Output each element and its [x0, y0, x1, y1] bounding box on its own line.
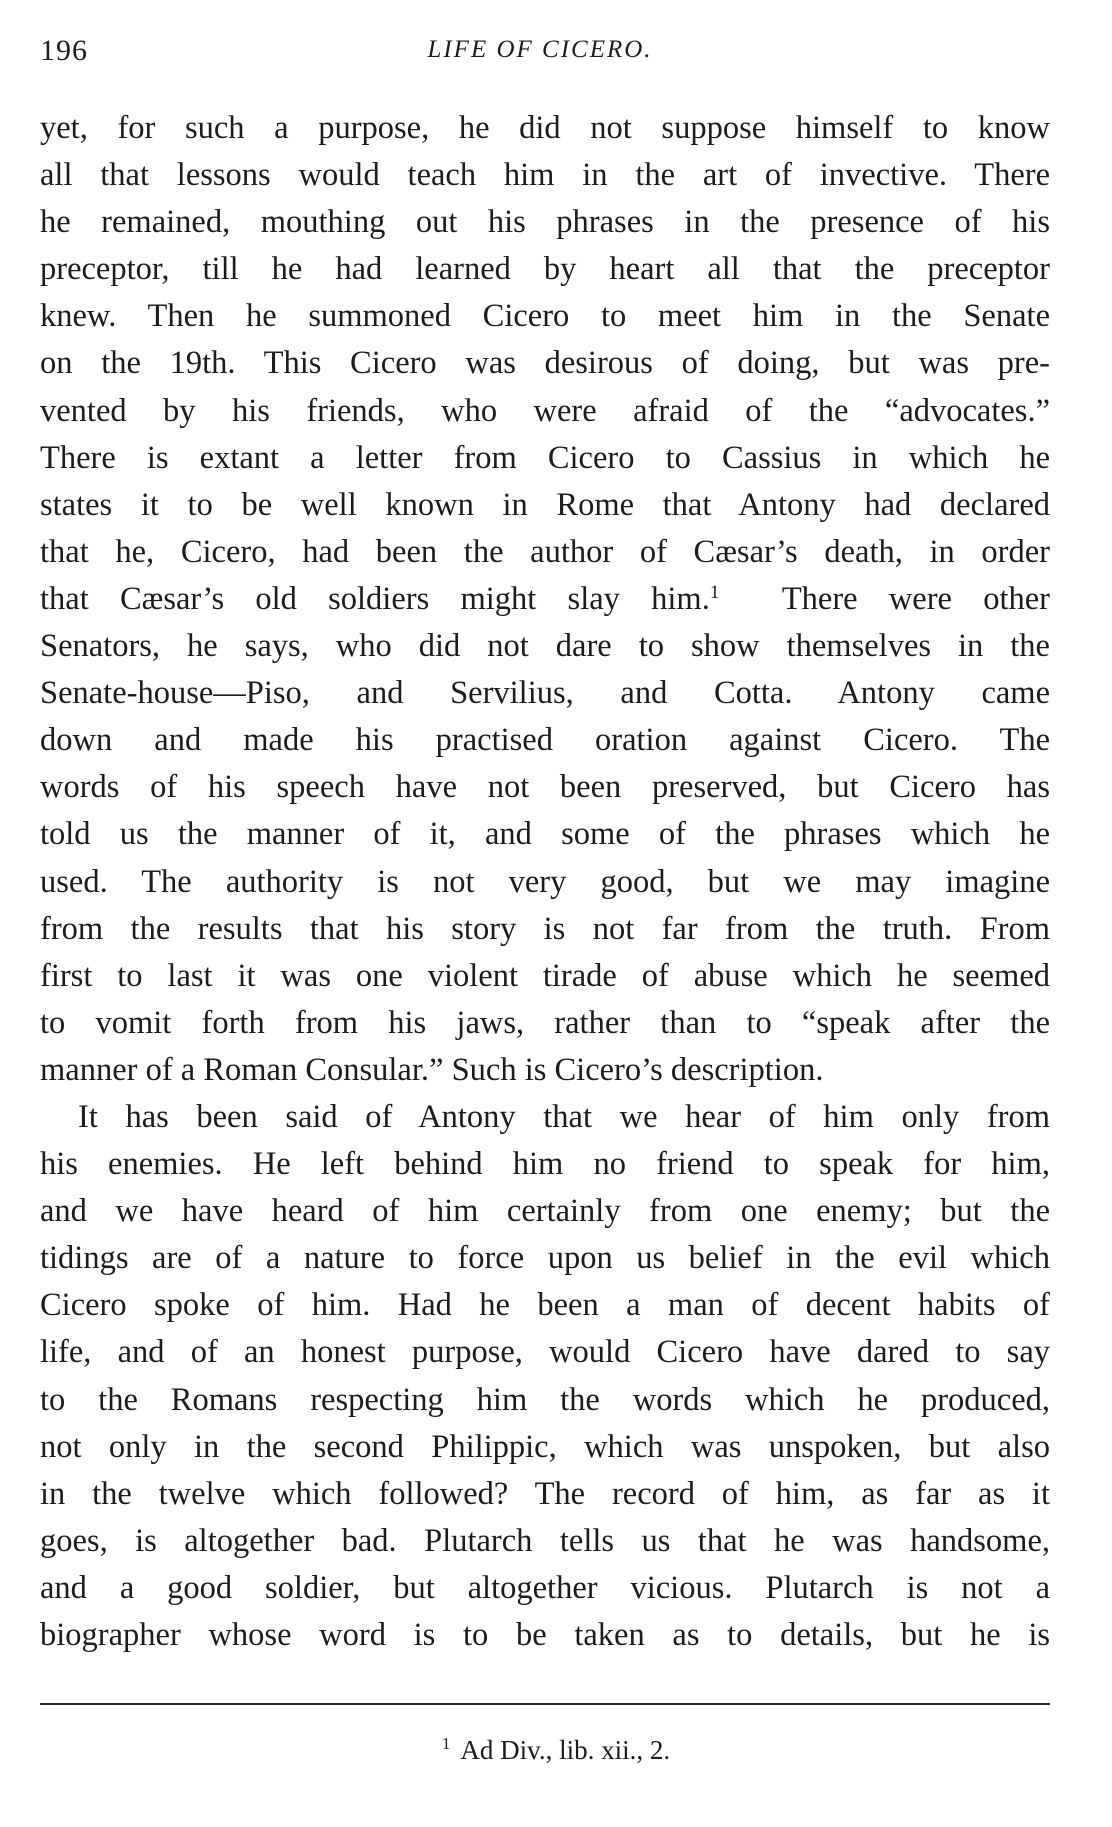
body-text — [40, 105, 1050, 1659]
paragraph-start-line: It has been said of Antony that we hear of him only from — [78, 1098, 1050, 1135]
text-line: that he, Cicero, had been the author of Cæsar’s death, in order — [40, 533, 1050, 570]
text-line: used. The authority is not very good, but we may imagine — [40, 863, 1050, 900]
text-line: There is extant a letter from Cicero to Cassius in which he — [40, 439, 1050, 476]
text-line: he remained, mouthing out his phrases in the presence of his — [40, 204, 1050, 241]
text-line: all that lessons would teach him in the art of invective. There — [40, 157, 1050, 194]
text-line: tidings are of a nature to force upon us belief in the evil which — [40, 1240, 1050, 1277]
running-header — [40, 34, 1040, 78]
text-line: not only in the second Philippic, which was unspoken, but also — [40, 1428, 1050, 1465]
text-line: Senators, he says, who did not dare to show themselves in the — [40, 628, 1050, 665]
text-line: biographer whose word is to be taken as to details, but he is — [40, 1617, 1050, 1653]
text-line-end: There were other — [781, 580, 1050, 617]
text-line-with-footnote-ref — [40, 576, 1050, 623]
text-line: states it to be well known in Rome that Antony had declared — [40, 486, 1050, 523]
text-line: words of his speech have not been preserved, but Cicero has — [40, 769, 1050, 806]
running-title: LIFE OF CICERO. — [427, 36, 653, 63]
text-line: told us the manner of it, and some of the phrases which he — [40, 816, 1050, 853]
text-line: and we have heard of him certainly from one enemy; but the — [40, 1193, 1050, 1230]
text-line: knew. Then he summoned Cicero to meet him in the Senate — [40, 298, 1050, 335]
text-line-start: that Cæsar’s old soldiers might slay him. — [40, 580, 710, 617]
text-line: yet, for such a purpose, he did not suppose himself to know — [40, 110, 1050, 146]
text-line: first to last it was one violent tirade of abuse which he seemed — [40, 957, 1050, 994]
text-line: to the Romans respecting him the words which he produced, — [40, 1381, 1050, 1418]
text-line: on the 19th. This Cicero was desirous of doing, but was pre- — [40, 345, 1050, 382]
footnote-reference[interactable]: 1 — [709, 581, 720, 603]
text-line: vented by his friends, who were afraid of the “advocates.” — [40, 392, 1050, 429]
text-line: in the twelve which followed? The record of him, as far as it — [40, 1475, 1050, 1512]
text-line: preceptor, till he had learned by heart all that the preceptor — [40, 251, 1050, 288]
text-line: Cicero spoke of him. Had he been a man of decent habits of — [40, 1287, 1050, 1324]
footnote-divider — [40, 1703, 1050, 1705]
text-line: from the results that his story is not far from the truth. From — [40, 910, 1050, 947]
text-line: his enemies. He left behind him no friend to speak for him, — [40, 1146, 1050, 1183]
footnote-marker: 1 — [441, 1734, 451, 1753]
text-line: goes, is altogether bad. Plutarch tells us that he was handsome, — [40, 1522, 1050, 1559]
paragraph-end-line: manner of a Roman Consular.” Such is Cicero’s description. — [40, 1051, 824, 1088]
text-line: down and made his practised oration against Cicero. The — [40, 722, 1050, 759]
footnote-text: Ad Div., lib. xii., 2. — [460, 1735, 671, 1765]
text-line: Senate-house—Piso, and Servilius, and Cotta. Antony came — [40, 675, 1050, 712]
text-line: life, and of an honest purpose, would Cicero have dared to say — [40, 1334, 1050, 1371]
text-line: and a good soldier, but altogether vicious. Plutarch is not a — [40, 1569, 1050, 1606]
page-number: 196 — [40, 34, 88, 67]
footnote — [0, 1735, 1112, 1766]
text-line: to vomit forth from his jaws, rather than to “speak after the — [40, 1004, 1050, 1041]
